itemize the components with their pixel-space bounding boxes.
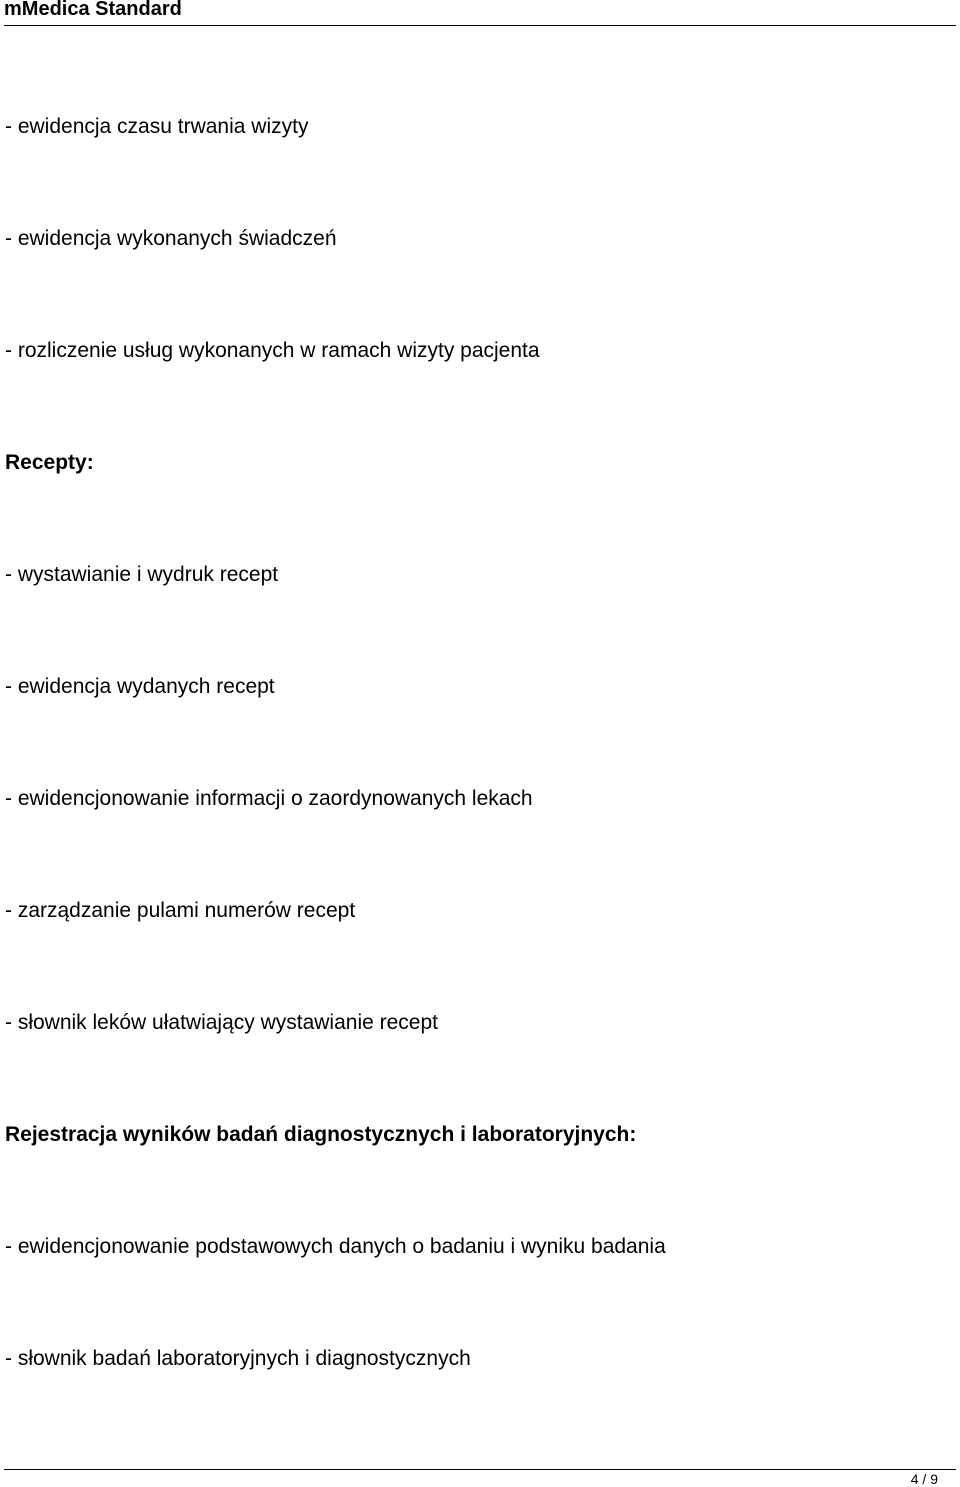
list-item: - słownik badań laboratoryjnych i diagnostycznych bbox=[5, 1347, 471, 1370]
list-item: - ewidencjonowanie podstawowych danych o badaniu i wyniku badania bbox=[5, 1235, 666, 1258]
list-item: - słownik leków ułatwiający wystawianie recept bbox=[5, 1011, 439, 1034]
page-number: 4 / 9 bbox=[910, 1471, 938, 1487]
document-title: mMedica Standard bbox=[4, 0, 182, 20]
list-item: - rozliczenie usług wykonanych w ramach wizyty pacjenta bbox=[5, 339, 540, 362]
header-divider bbox=[4, 25, 956, 26]
footer-divider bbox=[4, 1469, 956, 1470]
list-item: - ewidencja wykonanych świadczeń bbox=[5, 227, 337, 250]
section-heading-recepty: Recepty: bbox=[5, 451, 94, 474]
section-heading-rejestracja: Rejestracja wyników badań diagnostycznych i laboratoryjnych: bbox=[5, 1123, 637, 1146]
list-item: - ewidencjonowanie informacji o zaordynowanych lekach bbox=[5, 787, 533, 810]
list-item: - wystawianie i wydruk recept bbox=[5, 563, 279, 586]
list-item: - zarządzanie pulami numerów recept bbox=[5, 899, 356, 922]
list-item: - ewidencja czasu trwania wizyty bbox=[5, 115, 309, 138]
list-item: - ewidencja wydanych recept bbox=[5, 675, 275, 698]
